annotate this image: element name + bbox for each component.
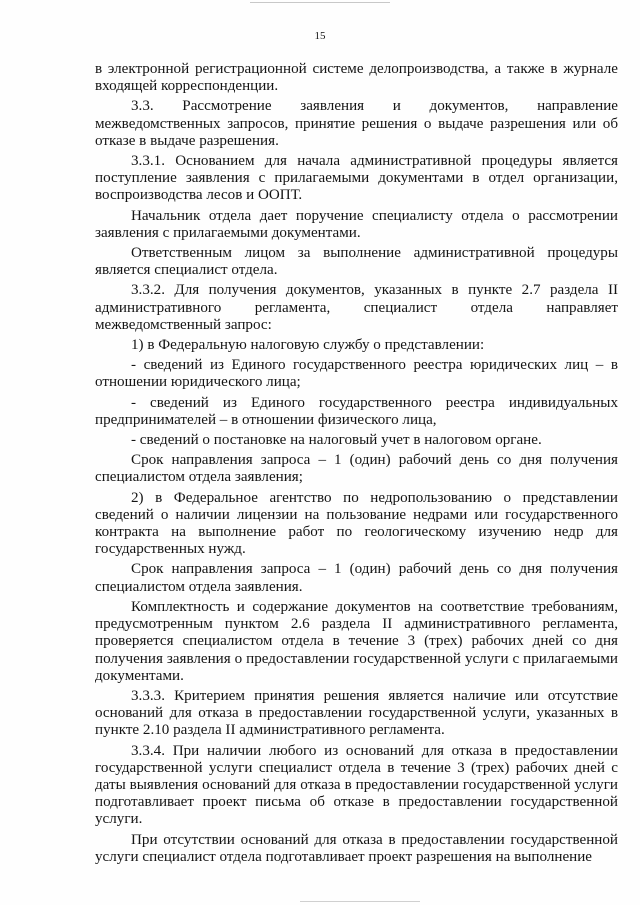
paragraph-3-3-1: 3.3.1. Основанием для начала административной процедуры является поступление заявления с прилагаемыми документами в отдел организации, воспроизводства лесов и ООПТ.	[95, 153, 618, 204]
paragraph-continuation: в электронной регистрационной системе делопроизводства, а также в журнале входящей корреспонденции.	[95, 61, 618, 95]
paragraph-responsible: Ответственным лицом за выполнение административной процедуры является специалист отдела.	[95, 245, 618, 279]
paragraph-3-3-3: 3.3.3. Критерием принятия решения является наличие или отсутствие оснований для отказа в предоставлении государственной услуги, указанных в пункте 2.10 раздела II административного регламента.	[95, 687, 618, 739]
paragraph-head-instruction: Начальник отдела дает поручение специалисту отдела о рассмотрении заявления с прилагаемыми документами.	[95, 207, 618, 241]
list-subitem-tax-registration: - сведений о постановке на налоговый учет в налоговом органе.	[131, 432, 542, 449]
document-body	[95, 61, 618, 869]
paragraph-completeness-check: Комплектность и содержание документов на соответствие требованиям, предусмотренным пунктом 2.6 раздела II административного регламента, проверяется специалистом отдела в течение 3 (трех) рабочих дней со дня получения заявления о предоставлении государственной услуги с прилагаемыми документами.	[95, 598, 618, 684]
scan-edge-bottom	[300, 901, 420, 902]
list-subitem-legal-entities: - сведений из Единого государственного реестра юридических лиц – в отношении юридического лица;	[95, 357, 618, 391]
paragraph-request-deadline-1: Срок направления запроса – 1 (один) рабочий день со дня получения специалистом отдела заявления;	[95, 452, 618, 486]
paragraph-no-grounds: При отсутствии оснований для отказа в предоставлении государственной услуги специалист отдела подготавливает проект разрешения на выполнение	[95, 831, 618, 865]
list-subitem-entrepreneurs: - сведений из Единого государственного реестра индивидуальных предпринимателей – в отношении физического лица,	[95, 394, 618, 428]
scan-edge-top	[250, 2, 390, 3]
list-item-tax-service: 1) в Федеральную налоговую службу о представлении:	[131, 337, 485, 354]
page-number: 15	[314, 30, 326, 42]
paragraph-3-3-4: 3.3.4. При наличии любого из оснований для отказа в предоставлении государственной услуги специалист отдела в течение 3 (трех) рабочих дней с даты выявления оснований для отказа в предоставлении государственной услуги подготавливает проект письма об отказе в предоставлении государственной услуги.	[95, 742, 618, 828]
paragraph-3-3-2: 3.3.2. Для получения документов, указанных в пункте 2.7 раздела II административного регламента, специалист отдела направляет межведомственный запрос:	[95, 282, 618, 333]
list-item-subsoil-agency: 2) в Федеральное агентство по недропользованию о представлении сведений о наличии лицензии на пользование недрами или государственного контракта на выполнение работ по геологическому изучению недр для государственных нужд.	[95, 489, 618, 558]
paragraph-3-3: 3.3. Рассмотрение заявления и документов, направление межведомственных запросов, принятие решения о выдаче разрешения или об отказе в выдаче разрешения.	[95, 98, 618, 149]
paragraph-request-deadline-2: Срок направления запроса – 1 (один) рабочий день со дня получения специалистом отдела заявления.	[95, 561, 618, 595]
